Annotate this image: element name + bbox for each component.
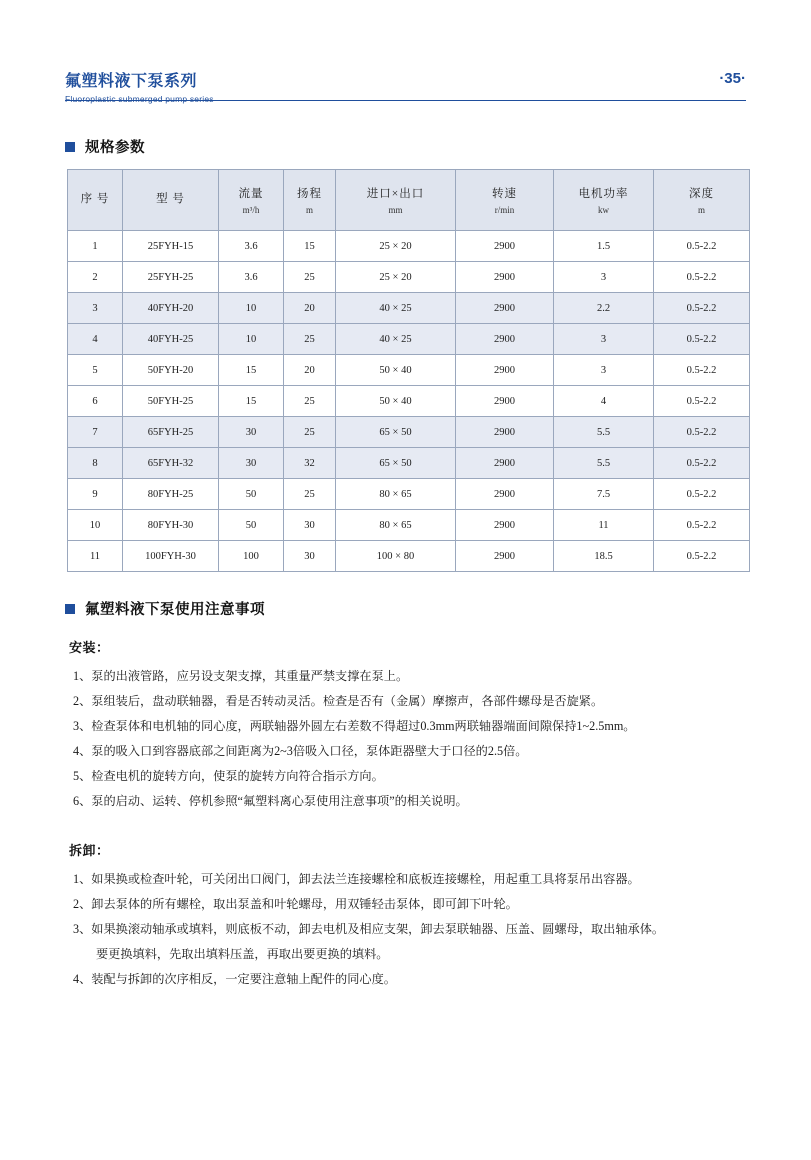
table-cell: 10 xyxy=(68,510,123,541)
header-subtitle: Fluoroplastic submerged pump series xyxy=(65,94,214,104)
table-cell: 40 × 25 xyxy=(336,324,456,355)
table-cell: 15 xyxy=(219,386,284,417)
table-cell: 7 xyxy=(68,417,123,448)
table-cell: 2900 xyxy=(456,448,554,479)
table-cell: 2900 xyxy=(456,510,554,541)
spec-table xyxy=(67,169,750,572)
note-line: 5、检查电机的旋转方向，使泵的旋转方向符合指示方向。 xyxy=(73,769,384,783)
table-cell: 7.5 xyxy=(554,479,654,510)
notes-body xyxy=(65,637,746,992)
table-row xyxy=(68,231,750,262)
table-column-header: 流量 m³/h xyxy=(219,170,284,231)
table-cell: 100 xyxy=(219,541,284,572)
table-cell: 0.5-2.2 xyxy=(654,386,750,417)
page-header xyxy=(65,68,746,110)
table-cell: 2900 xyxy=(456,355,554,386)
note-line: 要更换填料，先取出填料压盖，再取出要更换的填料。 xyxy=(96,947,389,961)
table-column-header: 进口×出口 mm xyxy=(336,170,456,231)
table-row xyxy=(68,448,750,479)
table-cell: 50FYH-25 xyxy=(123,386,219,417)
table-cell: 0.5-2.2 xyxy=(654,231,750,262)
table-cell: 80 × 65 xyxy=(336,510,456,541)
note-line: 4、装配与拆卸的次序相反，一定要注意轴上配件的同心度。 xyxy=(73,972,396,986)
table-row xyxy=(68,262,750,293)
notes-heading-label: 氟塑料液下泵使用注意事项 xyxy=(85,602,265,618)
table-cell: 5.5 xyxy=(554,448,654,479)
table-cell: 10 xyxy=(219,324,284,355)
table-cell: 25FYH-25 xyxy=(123,262,219,293)
table-row xyxy=(68,479,750,510)
table-cell: 25 xyxy=(284,324,336,355)
table-row xyxy=(68,355,750,386)
table-cell: 8 xyxy=(68,448,123,479)
table-cell: 100FYH-30 xyxy=(123,541,219,572)
table-column-header: 电机功率 kw xyxy=(554,170,654,231)
table-cell: 3 xyxy=(554,324,654,355)
table-cell: 2900 xyxy=(456,293,554,324)
table-cell: 11 xyxy=(554,510,654,541)
table-cell: 40FYH-20 xyxy=(123,293,219,324)
table-column-header: 序 号 xyxy=(68,170,123,231)
document-page xyxy=(0,68,811,1160)
table-row xyxy=(68,324,750,355)
table-cell: 2900 xyxy=(456,324,554,355)
table-cell: 100 × 80 xyxy=(336,541,456,572)
note-line: 4、泵的吸入口到容器底部之间距离为2~3倍吸入口径，泵体距器壁大于口径的2.5倍。 xyxy=(73,744,528,758)
table-cell: 3.6 xyxy=(219,231,284,262)
table-cell: 0.5-2.2 xyxy=(654,324,750,355)
table-cell: 40 × 25 xyxy=(336,293,456,324)
table-column-header: 深度 m xyxy=(654,170,750,231)
table-cell: 15 xyxy=(219,355,284,386)
table-cell: 50FYH-20 xyxy=(123,355,219,386)
table-cell: 11 xyxy=(68,541,123,572)
table-column-header: 型 号 xyxy=(123,170,219,231)
table-cell: 3 xyxy=(554,262,654,293)
table-cell: 0.5-2.2 xyxy=(654,293,750,324)
table-cell: 65FYH-32 xyxy=(123,448,219,479)
table-row xyxy=(68,293,750,324)
table-header-row xyxy=(68,170,750,231)
table-cell: 25 xyxy=(284,417,336,448)
table-row xyxy=(68,541,750,572)
install-subheading: 安装： xyxy=(69,640,110,655)
header-title: 氟塑料液下泵系列 xyxy=(65,73,198,90)
table-cell: 10 xyxy=(219,293,284,324)
table-cell: 0.5-2.2 xyxy=(654,510,750,541)
table-cell: 0.5-2.2 xyxy=(654,541,750,572)
table-cell: 25 × 20 xyxy=(336,262,456,293)
table-column-header: 转速 r/min xyxy=(456,170,554,231)
table-cell: 0.5-2.2 xyxy=(654,262,750,293)
table-cell: 65 × 50 xyxy=(336,448,456,479)
notes-section-heading xyxy=(65,598,746,619)
table-cell: 3 xyxy=(68,293,123,324)
table-cell: 32 xyxy=(284,448,336,479)
page-number: ·35· xyxy=(719,70,746,87)
square-bullet-icon xyxy=(65,142,75,152)
note-line: 1、如果换或检查叶轮，可关闭出口阀门，卸去法兰连接螺栓和底板连接螺栓，用起重工具将泵吊出容器。 xyxy=(73,872,640,886)
table-row xyxy=(68,417,750,448)
note-line: 6、泵的启动、运转、停机参照“氟塑料离心泵使用注意事项”的相关说明。 xyxy=(73,794,468,808)
table-cell: 0.5-2.2 xyxy=(654,479,750,510)
table-cell: 15 xyxy=(284,231,336,262)
table-cell: 4 xyxy=(554,386,654,417)
table-cell: 4 xyxy=(68,324,123,355)
spec-heading-label: 规格参数 xyxy=(85,140,145,156)
table-cell: 65 × 50 xyxy=(336,417,456,448)
spec-section-heading xyxy=(65,136,746,157)
table-cell: 30 xyxy=(219,448,284,479)
table-cell: 25 xyxy=(284,479,336,510)
table-cell: 0.5-2.2 xyxy=(654,355,750,386)
table-cell: 0.5-2.2 xyxy=(654,417,750,448)
table-cell: 5 xyxy=(68,355,123,386)
table-cell: 3 xyxy=(554,355,654,386)
table-cell: 2900 xyxy=(456,231,554,262)
table-cell: 6 xyxy=(68,386,123,417)
section-spacer xyxy=(65,814,746,828)
note-line: 2、卸去泵体的所有螺栓，取出泵盖和叶轮螺母，用双锤轻击泵体，即可卸下叶轮。 xyxy=(73,897,518,911)
table-cell: 50 × 40 xyxy=(336,355,456,386)
table-cell: 2.2 xyxy=(554,293,654,324)
square-bullet-icon xyxy=(65,604,75,614)
header-divider xyxy=(65,100,746,101)
table-cell: 1 xyxy=(68,231,123,262)
table-cell: 9 xyxy=(68,479,123,510)
table-cell: 50 xyxy=(219,479,284,510)
note-line: 3、如果换滚动轴承或填料，则底板不动，卸去电机及相应支架，卸去泵联轴器、压盖、圆螺母，取出轴承体。 xyxy=(73,922,665,936)
table-cell: 3.6 xyxy=(219,262,284,293)
table-column-header: 扬程 m xyxy=(284,170,336,231)
table-cell: 65FYH-25 xyxy=(123,417,219,448)
table-cell: 1.5 xyxy=(554,231,654,262)
table-cell: 25 × 20 xyxy=(336,231,456,262)
note-line: 2、泵组装后，盘动联轴器，看是否转动灵活。检查是否有（金属）摩擦声，各部件螺母是否旋紧。 xyxy=(73,694,604,708)
table-cell: 50 × 40 xyxy=(336,386,456,417)
table-cell: 2900 xyxy=(456,541,554,572)
table-cell: 18.5 xyxy=(554,541,654,572)
table-cell: 30 xyxy=(219,417,284,448)
table-cell: 20 xyxy=(284,355,336,386)
table-row xyxy=(68,386,750,417)
table-cell: 25FYH-15 xyxy=(123,231,219,262)
table-cell: 2900 xyxy=(456,386,554,417)
table-cell: 2900 xyxy=(456,262,554,293)
table-cell: 30 xyxy=(284,510,336,541)
table-cell: 2900 xyxy=(456,479,554,510)
table-cell: 5.5 xyxy=(554,417,654,448)
table-cell: 80 × 65 xyxy=(336,479,456,510)
table-cell: 25 xyxy=(284,262,336,293)
table-row xyxy=(68,510,750,541)
table-cell: 50 xyxy=(219,510,284,541)
table-cell: 0.5-2.2 xyxy=(654,448,750,479)
table-cell: 25 xyxy=(284,386,336,417)
note-line: 1、泵的出液管路，应另设支架支撑，其重量严禁支撑在泵上。 xyxy=(73,669,409,683)
note-line: 3、检查泵体和电机轴的同心度，两联轴器外圆左右差数不得超过0.3mm两联轴器端面间隙保持1~2.5mm。 xyxy=(73,719,636,733)
table-cell: 2900 xyxy=(456,417,554,448)
table-cell: 80FYH-30 xyxy=(123,510,219,541)
table-cell: 30 xyxy=(284,541,336,572)
remove-subheading: 拆卸： xyxy=(69,843,110,858)
table-cell: 80FYH-25 xyxy=(123,479,219,510)
table-cell: 40FYH-25 xyxy=(123,324,219,355)
table-cell: 20 xyxy=(284,293,336,324)
table-cell: 2 xyxy=(68,262,123,293)
